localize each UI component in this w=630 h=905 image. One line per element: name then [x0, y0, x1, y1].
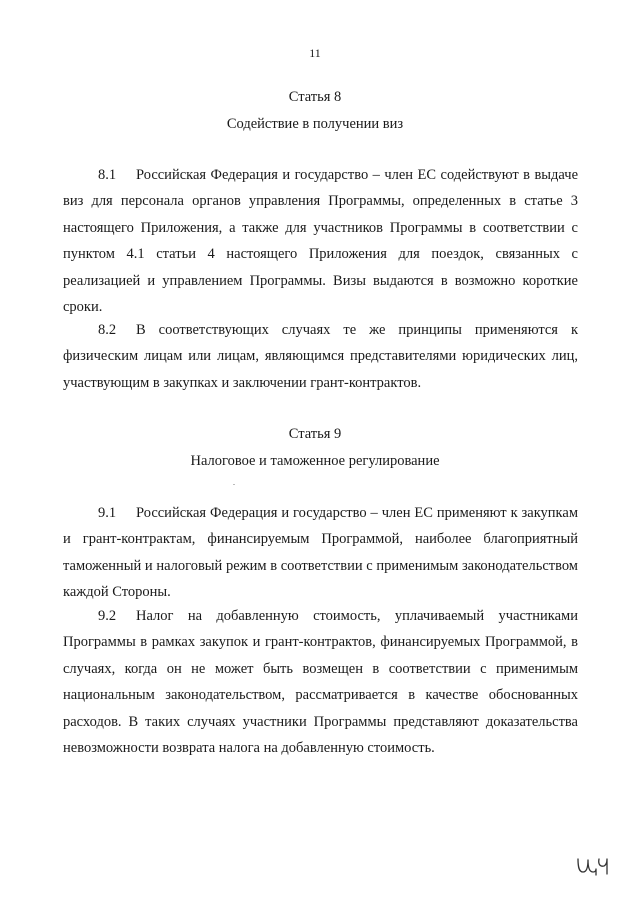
scan-speck: [233, 484, 235, 485]
paragraph-number: 8.2: [98, 322, 117, 338]
paragraph-number: 9.1: [98, 505, 117, 521]
paragraph-number: 8.1: [98, 167, 117, 183]
article-8-title: Статья 8: [288, 89, 342, 105]
handwritten-initials: [576, 855, 610, 877]
paragraph-9-2: [63, 603, 578, 761]
article-8-subtitle: Содействие в получении виз: [226, 116, 404, 132]
paragraph-text: Налог на добавленную стоимость, уплачиваемый участниками Программы в рамках закупок и грант-контрактов, финансируемых Программой, в случаях, когда он не может быть возмещен в соответствии с применимым национальным законодательством, рассматривается в качестве обоснованных расходов. В таких случаях участники Программы представляют доказательства невозможности возврата налога на добавленную стоимость.: [63, 608, 578, 757]
paragraph-text: Российская Федерация и государство – член ЕС применяют к закупкам и грант-контрактам, финансируемым Программой, наиболее благоприятный таможенный и налоговый режим в соответствии с применимым законодательством каждой Стороны.: [63, 505, 578, 601]
paragraph-9-1: [63, 500, 578, 606]
paragraph-8-2: [63, 317, 578, 396]
paragraph-8-1: [63, 162, 578, 320]
paragraph-number: 9.2: [98, 608, 117, 624]
page-number: 11: [309, 46, 321, 60]
paragraph-text: Российская Федерация и государство – член ЕС содействуют в выдаче виз для персонала органов управления Программы, определенных в статье 3 настоящего Приложения, а также для участников Программы в соответствии с пунктом 4.1 статьи 4 настоящего Приложения для поездок, связанных с реализацией и управлением Программы. Визы выдаются в возможно короткие сроки.: [63, 167, 578, 316]
article-9-title: Статья 9: [288, 426, 342, 442]
article-9-subtitle: Налоговое и таможенное регулирование: [190, 453, 440, 469]
paragraph-text: В соответствующих случаях те же принципы применяются к физическим лицам или лицам, являющимся представителями юридических лиц, участвующим в закупках и заключении грант-контрактов.: [63, 322, 578, 391]
